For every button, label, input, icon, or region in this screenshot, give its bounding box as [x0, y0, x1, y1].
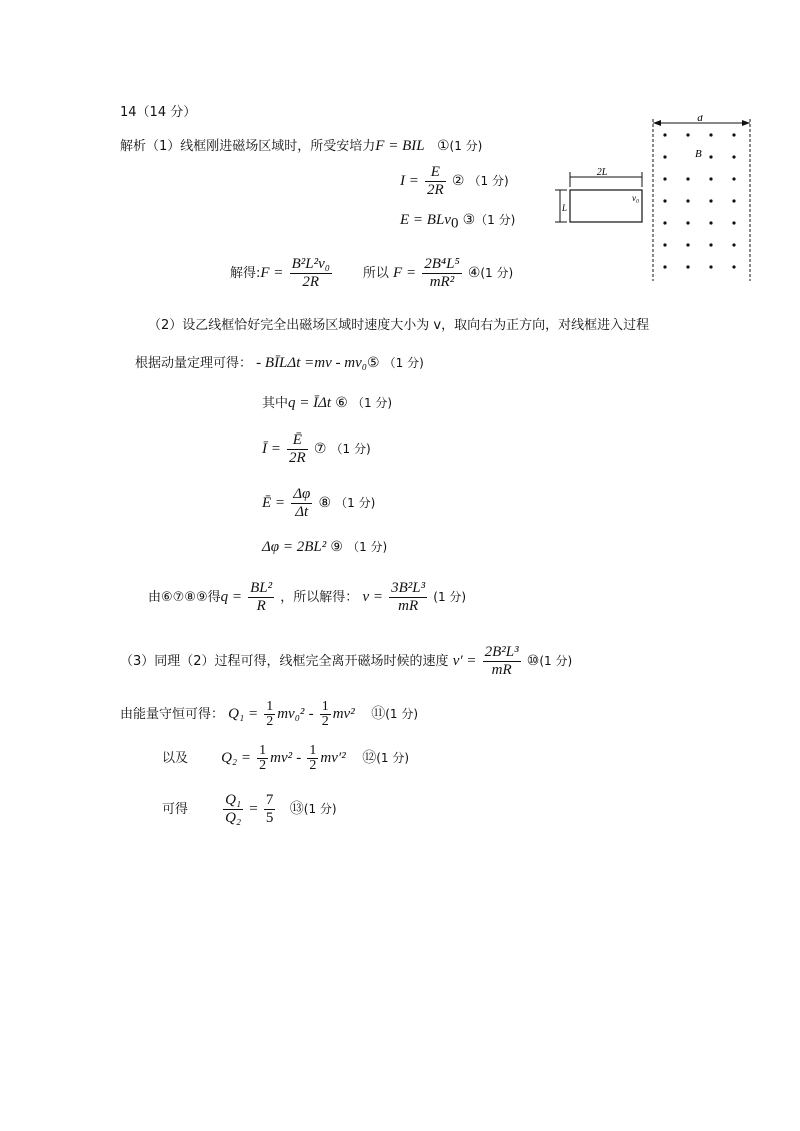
field-dot — [732, 221, 735, 224]
flux-line — [262, 538, 387, 556]
points-6: （1 分) — [351, 396, 393, 410]
mark-13: ⑬ — [289, 801, 304, 817]
field-dot — [709, 155, 712, 158]
force-fraction: $\frac{\text{B²L²v₀}}{2R}$ — [291, 256, 330, 290]
mark-7: ⑦ — [313, 441, 327, 457]
field-dot — [732, 265, 735, 268]
momentum-equation: - BĪLΔt =mv - mv₀ — [256, 355, 367, 371]
part1-intro-line — [120, 135, 482, 155]
field-dot — [663, 177, 666, 180]
points-13: (1 分) — [303, 802, 337, 816]
charge-result-fraction: $\frac{\text{BL²}}{R}$ — [250, 580, 273, 614]
points-12: (1 分) — [376, 751, 410, 765]
label-2L: 2L — [596, 167, 608, 178]
field-dot — [686, 177, 689, 180]
field-dot — [709, 221, 712, 224]
points-2: （1 分) — [468, 174, 509, 188]
points-7: （1 分) — [330, 442, 371, 456]
charge-equation: q = ĪΔt — [288, 395, 332, 411]
field-dot — [709, 199, 712, 202]
points-10: (1 分) — [539, 654, 573, 668]
part3-intro-line: （3）同理（2）过程可得，线框完全离开磁场时候的速度 v′ = $\frac{\text{2B²L³}}{mR}$ ⑩(1 分) — [120, 644, 573, 678]
velocity-result-line: 由⑥⑦⑧⑨得q = $\frac{\text{BL²}}{R}$ ，所以解得： v = $\frac{\text{3B²L³}}{mR}$ (1 分) — [148, 580, 467, 614]
points-5: （1 分) — [383, 356, 424, 370]
velocity-fraction: $\frac{\text{3B²L³}}{mR}$ — [391, 580, 426, 614]
question-heading: 14（14 分） — [120, 105, 197, 120]
final-velocity-fraction: $\frac{\text{2B²L³}}{mR}$ — [484, 644, 519, 678]
points-1: (1 分) — [449, 139, 483, 153]
field-dot — [709, 265, 712, 268]
mark-12: ⑫ — [362, 750, 377, 766]
mark-5: ⑤ — [366, 355, 380, 371]
mark-6: ⑥ — [335, 395, 348, 411]
field-dot — [686, 199, 689, 202]
mark-4: ④ — [467, 265, 481, 281]
mark-10: ⑩ — [526, 653, 540, 669]
field-dot — [709, 133, 712, 136]
current-equation: I = $\frac{E}{2R}$ ② （1 分) — [400, 164, 509, 198]
field-dot — [663, 265, 666, 268]
d-arrow-left — [653, 120, 661, 126]
emf-equation: E = BLv$_0$ ③（1 分) — [400, 212, 516, 232]
energy-Q1-line: 由能量守恒可得： Q₁ = $\frac{1}{2}$ mv₀² - $\frac{1}{2}$ mv² ⑪(1 分) — [120, 699, 419, 729]
field-dot — [732, 133, 735, 136]
force-result-line: 解得:F = $\frac{\text{B²L²v₀}}{2R}$ 所以 F = $\frac{\text{2B⁴L⁵}}{\text{mR²}}$ ④(1 分) — [230, 256, 514, 290]
field-dot — [686, 265, 689, 268]
mark-2: ② — [451, 173, 465, 189]
field-dot — [663, 199, 666, 202]
mark-11: ⑪ — [371, 706, 386, 722]
points-11: (1 分) — [385, 707, 419, 721]
field-dot — [686, 133, 689, 136]
force-final-fraction: $\frac{\text{2B⁴L⁵}}{\text{mR²}}$ — [424, 256, 460, 290]
field-dot — [709, 243, 712, 246]
label-v0: v₀ — [632, 193, 640, 203]
points-10a: (1 分) — [433, 590, 467, 604]
force-equation: F = BIL — [375, 138, 425, 154]
points-8: （1 分) — [335, 496, 376, 510]
field-dot — [663, 133, 666, 136]
mark-1: ① — [436, 138, 450, 154]
points-9: （1 分) — [347, 540, 388, 554]
points-4: (1 分) — [480, 266, 514, 280]
field-dot — [663, 243, 666, 246]
energy-Q2-line: 以及 Q₂ = $\frac{1}{2}$ mv² - $\frac{1}{2}$ mv′² ⑫(1 分) — [162, 743, 410, 773]
part2-intro: （2）设乙线框恰好完全出磁场区域时速度大小为 v，取向右为正方向，对线框进入过程 — [148, 318, 650, 333]
avg-emf-fraction: $\frac{\Delta\varphi}{\Delta t}$ — [293, 486, 311, 520]
label-d: d — [697, 115, 703, 124]
field-dot — [732, 155, 735, 158]
field-dot — [732, 243, 735, 246]
mark-3: ③ — [462, 212, 476, 228]
momentum-line: 根据动量定理可得： - BĪLΔt =mv - mv₀⑤ （1 分) — [135, 355, 424, 371]
mark-8: ⑧ — [318, 495, 331, 511]
field-dot — [663, 221, 666, 224]
ratio-line: 可得 $\frac{\text{Q₁}}{\text{Q₂}}$ = $\frac{7}{5}$ ⑬(1 分) — [162, 792, 337, 826]
d-arrow-right — [742, 120, 750, 126]
label-L: L — [562, 203, 568, 213]
field-dot — [686, 243, 689, 246]
part1-intro: 解析（1）线框刚进磁场区域时，所受安培力 — [120, 139, 376, 154]
charge-line: 其中q = ĪΔt ⑥ （1 分) — [262, 395, 393, 411]
label-B: B — [695, 148, 702, 160]
avg-current-fraction: $\frac{Ē}{2R}$ — [289, 432, 306, 466]
ratio-value-fraction: $\frac{7}{5}$ — [265, 792, 274, 826]
field-dot — [732, 199, 735, 202]
field-dot — [732, 177, 735, 180]
flux-equation: Δφ = 2BL² — [262, 539, 327, 555]
avg-emf-line: Ē = $\frac{\Delta\varphi}{\Delta t}$ ⑧ （1 分) — [262, 486, 376, 520]
field-dot — [709, 177, 712, 180]
points-3: （1 分) — [475, 213, 516, 227]
field-dot — [663, 155, 666, 158]
avg-current-line: Ī = $\frac{Ē}{2R}$ ⑦ （1 分) — [262, 432, 371, 466]
ratio-fraction: $\frac{\text{Q₁}}{\text{Q₂}}$ — [225, 792, 242, 826]
current-fraction: $\frac{E}{2R}$ — [427, 164, 444, 198]
field-dot — [686, 221, 689, 224]
mark-9: ⑨ — [330, 539, 343, 555]
magnetic-field-figure — [545, 115, 760, 285]
